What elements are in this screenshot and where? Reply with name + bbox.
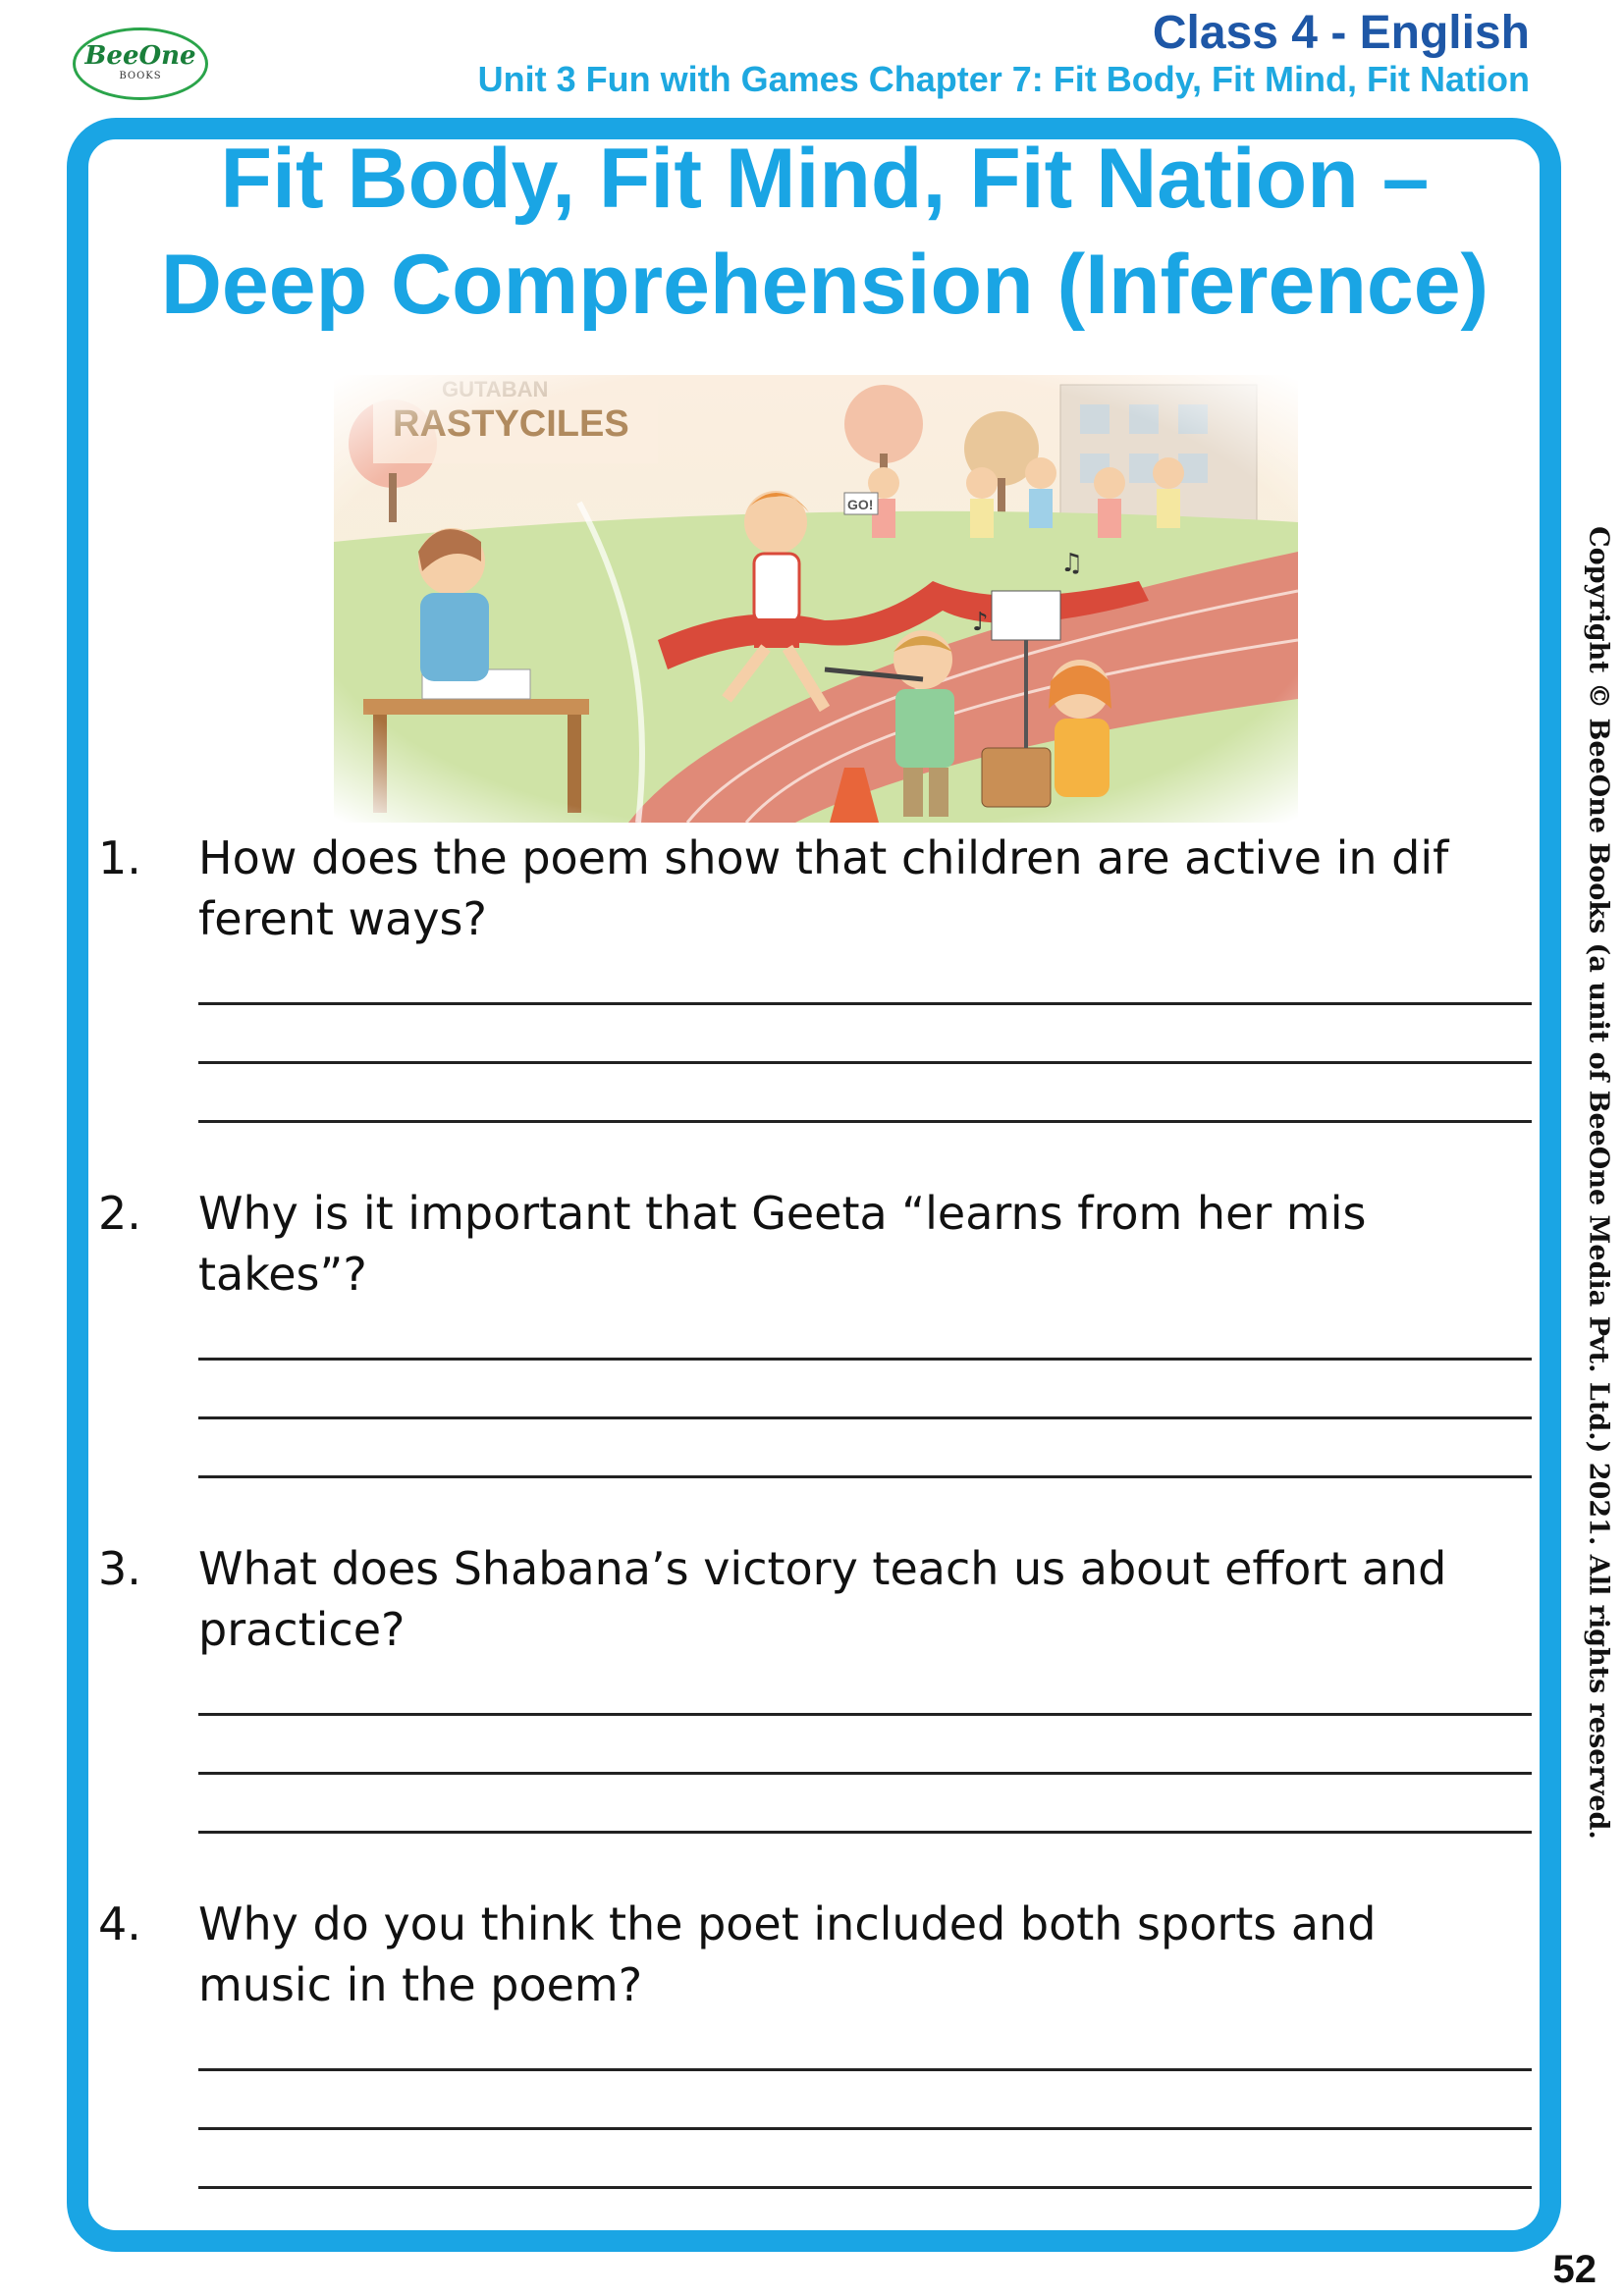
question-3	[98, 1538, 1532, 1852]
question-number: 3.	[98, 1542, 141, 1595]
question-text-line: How does the poem show that children are active in dif	[198, 831, 1449, 884]
question-text-line: takes”?	[198, 1248, 367, 1301]
question-text	[198, 1538, 1573, 1660]
answer-line[interactable]	[198, 1475, 1532, 1478]
chapter-title: Unit 3 Fun with Games Chapter 7: Fit Body, Fit Mind, Fit Nation	[477, 59, 1530, 99]
question-4	[98, 1894, 1532, 2208]
question-text-line: music in the poem?	[198, 1958, 643, 2011]
illustration-picture	[334, 375, 1298, 823]
answer-line[interactable]	[198, 1358, 1532, 1361]
answer-line[interactable]	[198, 2068, 1532, 2071]
answer-line[interactable]	[198, 1713, 1532, 1716]
answer-line[interactable]	[198, 1061, 1532, 1064]
question-text-line: Why is it important that Geeta “learns from her mis	[198, 1187, 1367, 1240]
answer-line[interactable]	[198, 1002, 1532, 1005]
worksheet-title	[98, 126, 1551, 338]
answer-line[interactable]	[198, 1416, 1532, 1419]
poem-illustration	[334, 375, 1298, 823]
question-1	[98, 828, 1532, 1142]
question-text-line: practice?	[198, 1603, 406, 1656]
page-number: 52	[1552, 2248, 1597, 2291]
logo-text: BeeOne	[84, 41, 196, 71]
worksheet-title-line-2: Deep Comprehension (Inference)	[160, 238, 1489, 332]
question-number: 1.	[98, 831, 141, 884]
copyright-text: Copyright © BeeOne Books (a unit of BeeOne Media Pvt. Ltd.) 2021. All rights reserved.	[1583, 526, 1614, 1840]
question-number: 2.	[98, 1187, 141, 1240]
worksheet-title-line-1: Fit Body, Fit Mind, Fit Nation –	[220, 132, 1430, 226]
question-text	[198, 828, 1573, 949]
answer-line[interactable]	[198, 1772, 1532, 1775]
question-2	[98, 1183, 1532, 1497]
copyright-notice	[1579, 526, 1618, 1840]
question-text	[198, 1894, 1573, 2015]
question-number: 4.	[98, 1897, 141, 1950]
class-title: Class 4 - English	[1152, 7, 1530, 59]
answer-line[interactable]	[198, 1831, 1532, 1834]
answer-line[interactable]	[198, 2186, 1532, 2189]
question-text-line: ferent ways?	[198, 892, 487, 945]
question-text	[198, 1183, 1573, 1305]
answer-line[interactable]	[198, 1120, 1532, 1123]
logo-subtext: BOOKS	[119, 71, 162, 81]
publisher-logo	[73, 27, 208, 100]
answer-line[interactable]	[198, 2127, 1532, 2130]
question-text-line: What does Shabana’s victory teach us about effort and	[198, 1542, 1447, 1595]
question-text-line: Why do you think the poet included both sports and	[198, 1897, 1377, 1950]
